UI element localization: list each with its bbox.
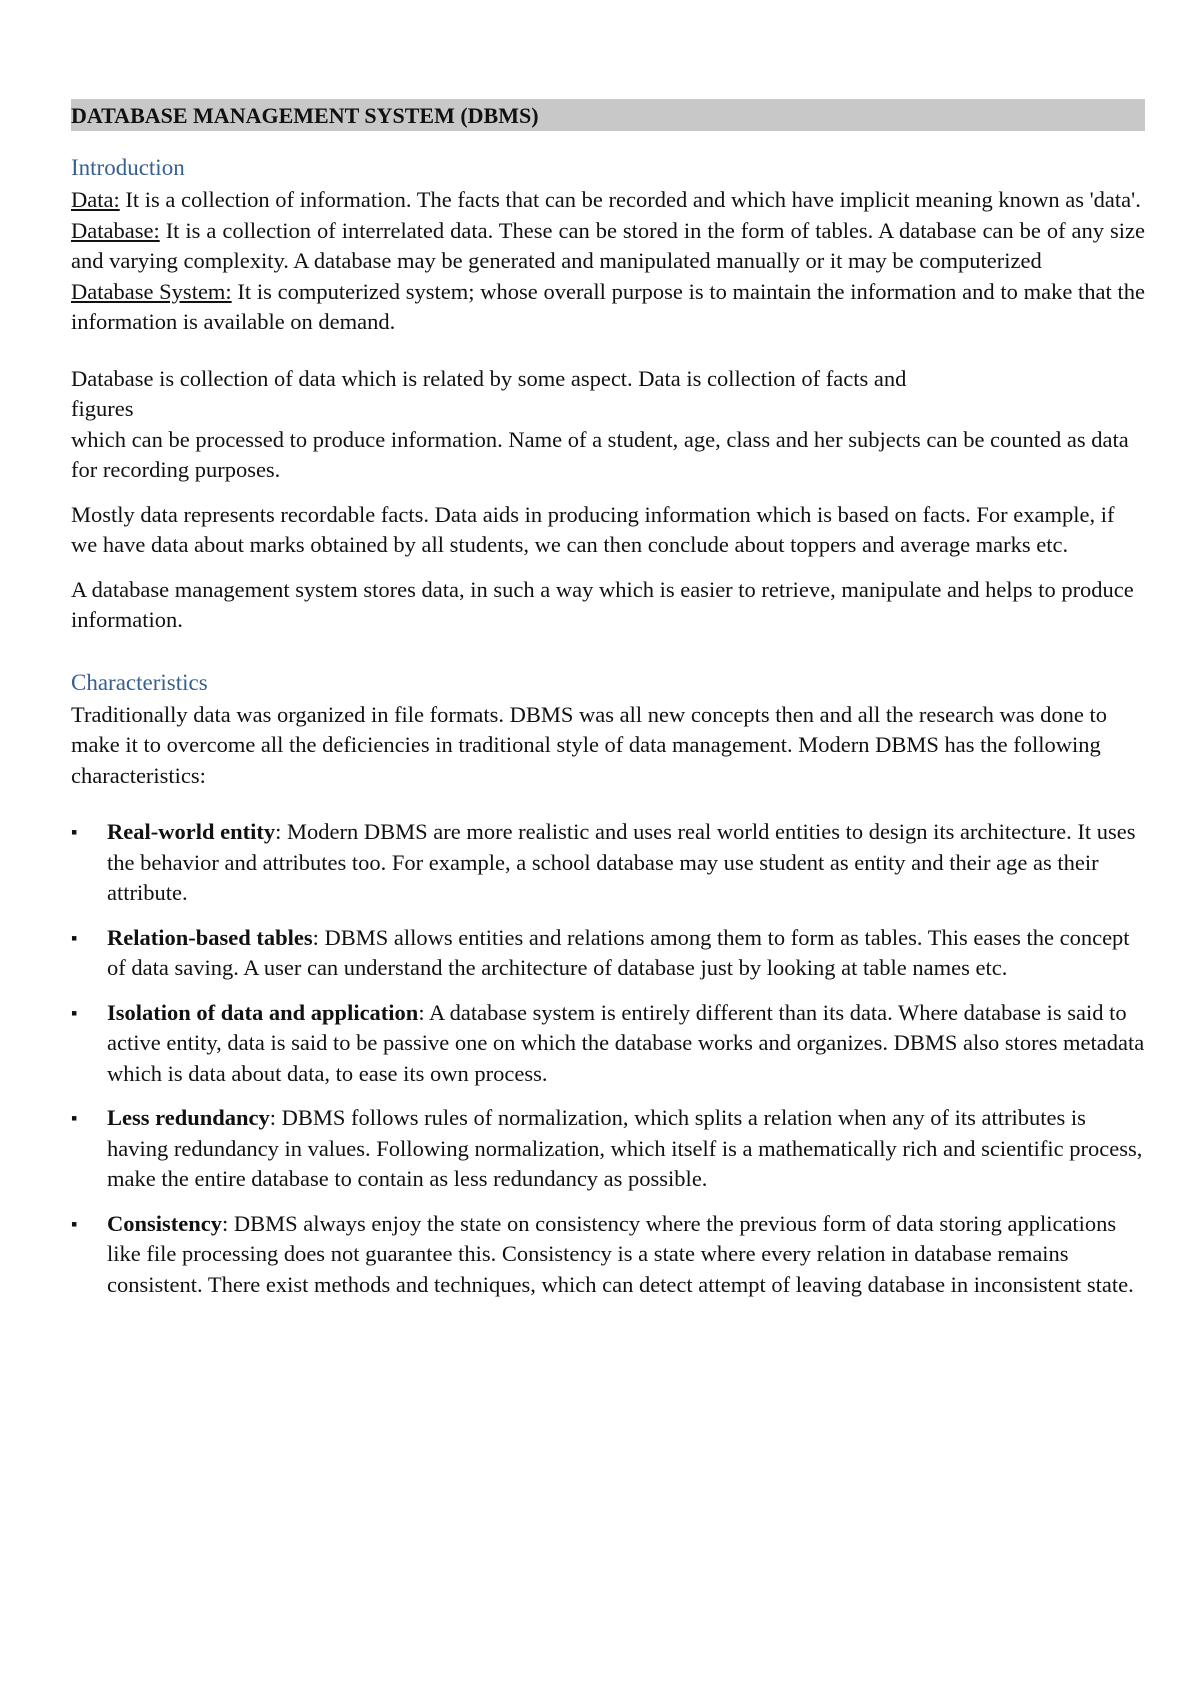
definition-term: Database System: bbox=[71, 278, 232, 304]
document-title: DATABASE MANAGEMENT SYSTEM (DBMS) bbox=[71, 99, 1145, 131]
definition-text: It is computerized system; whose overall purpose is to maintain the information and to make that the information is available on demand. bbox=[71, 278, 1145, 334]
characteristic-text: : DBMS allows entities and relations among them to form as tables. This eases the concept of data saving. A user can understand the architecture of database just by looking at table names etc. bbox=[107, 924, 1130, 980]
characteristic-text: : Modern DBMS are more realistic and uses real world entities to design its architecture. It uses the behavior and attributes too. For example, a school database may use student as entity and their age as their attribute. bbox=[107, 819, 1136, 905]
introduction-heading: Introduction bbox=[71, 155, 185, 180]
list-item bbox=[71, 1209, 1145, 1301]
definition-database-system bbox=[71, 277, 1145, 338]
bullet-icon: ▪ bbox=[71, 927, 78, 948]
characteristic-text: : DBMS always enjoy the state on consistency where the previous form of data storing applications like file processing does not guarantee this. Consistency is a state where every relation in database remains consistent. There exist methods and techniques, which can detect attempt of leaving database in inconsistent state. bbox=[107, 1210, 1134, 1297]
characteristics-list bbox=[71, 817, 1145, 1300]
characteristics-heading: Characteristics bbox=[71, 669, 208, 695]
list-item bbox=[71, 1103, 1145, 1195]
list-item bbox=[71, 817, 1145, 909]
characteristic-text: : A database system is entirely different than its data. Where database is said to active entity, data is said to be passive one on which the database works and organizes. DBMS also stores metadata which is data about data, to ease its own process. bbox=[107, 999, 1145, 1086]
bullet-icon: ▪ bbox=[71, 1108, 78, 1128]
intro-paragraph-1-line-2: figures bbox=[71, 396, 134, 421]
characteristic-text: : DBMS follows rules of normalization, which splits a relation when any of its attributes is having redundancy in values. Following normalization, which itself is a mathematically rich and scientific process, make the entire database to contain as less redundancy as possible. bbox=[107, 1105, 1143, 1191]
intro-paragraph-2: Mostly data represents recordable facts. Data aids in producing information which is based on facts. For example, if we have data about marks obtained by all students, we can then conclude about toppers and average marks etc. bbox=[71, 501, 1115, 557]
intro-paragraph-1-line-1: Database is collection of data which is related by some aspect. Data is collection of facts and bbox=[71, 365, 907, 391]
intro-paragraph-1 bbox=[71, 364, 1145, 486]
definition-data bbox=[71, 185, 1145, 216]
list-item bbox=[71, 998, 1145, 1090]
definition-text: It is a collection of interrelated data. These can be stored in the form of tables. A database can be of any size and varying complexity. A database may be generated and manipulated manually or it may be computerized bbox=[71, 217, 1145, 273]
characteristic-term: Isolation of data and application bbox=[107, 999, 419, 1025]
characteristic-term: Relation-based tables bbox=[107, 924, 313, 950]
definition-term: Database: bbox=[71, 217, 160, 243]
characteristic-term: Less redundancy bbox=[107, 1105, 270, 1130]
bullet-icon: ▪ bbox=[71, 1002, 78, 1023]
characteristics-intro: Traditionally data was organized in file formats. DBMS was all new concepts then and all the research was done to make it to overcome all the deficiencies in traditional style of data management. Modern DBMS has the following characteristics: bbox=[71, 701, 1107, 788]
characteristic-term: Consistency bbox=[107, 1210, 223, 1236]
definition-database bbox=[71, 216, 1145, 277]
bullet-icon: ▪ bbox=[71, 1213, 78, 1234]
bullet-icon: ▪ bbox=[71, 822, 78, 842]
definition-text: It is a collection of information. The facts that can be recorded and which have implicit meaning known as 'data'. bbox=[119, 187, 1141, 212]
list-item bbox=[71, 923, 1145, 984]
definition-term: Data: bbox=[71, 187, 120, 212]
intro-paragraph-3: A database management system stores data, in such a way which is easier to retrieve, manipulate and helps to produce information. bbox=[71, 576, 1134, 632]
document-page bbox=[71, 99, 1145, 1314]
characteristic-term: Real-world entity bbox=[107, 819, 276, 844]
intro-paragraph-1-line-3: which can be processed to produce information. Name of a student, age, class and her subjects can be counted as data for recording purposes. bbox=[71, 426, 1129, 482]
